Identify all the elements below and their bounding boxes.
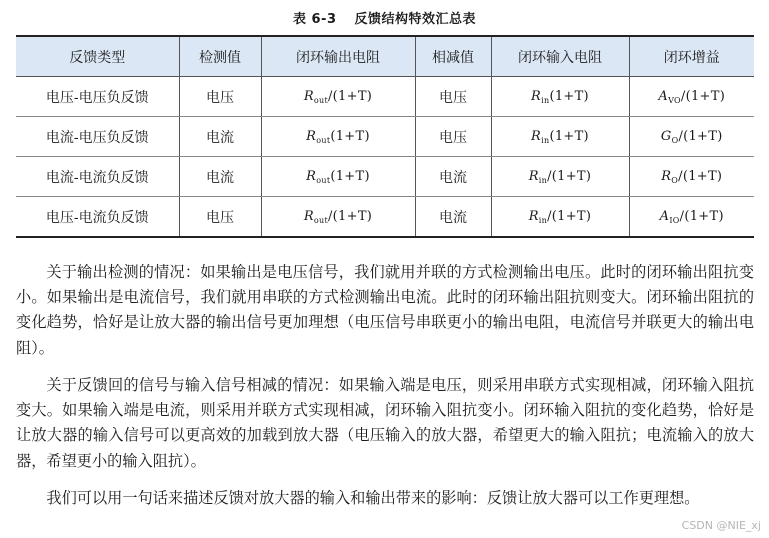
table-row [16, 157, 754, 197]
table-header-row [16, 36, 754, 77]
formula-expression: /(1+T) [547, 208, 592, 224]
paragraph-output-detection: 关于输出检测的情况：如果输出是电压信号，我们就用并联的方式检测输出电压。此时的闭环输出阻抗变小。如果输出是电流信号，我们就用串联的方式检测输出电流。此时的闭环输出阻抗则变大。闭环输出阻抗的变化趋势，恰好是让放大器的输出信号更加理想（电压信号串联更小的输出电阻，电流信号并联更大的输出电阻）。 [16, 263, 754, 357]
header-detect-value: 检测值 [179, 36, 261, 77]
cell-detect-value: 电压 [179, 77, 261, 117]
formula-symbol: A [658, 88, 669, 104]
cell-feedback-type: 电压-电流负反馈 [16, 197, 179, 238]
formula-expression: /(1+T) [678, 168, 723, 184]
table-row [16, 117, 754, 157]
header-feedback-type: 反馈类型 [16, 36, 179, 77]
formula-subscript: O [671, 175, 679, 185]
cell-feedback-type: 电流-电流负反馈 [16, 157, 179, 197]
formula-expression: (1+T) [330, 168, 370, 184]
cell-detect-value: 电流 [179, 117, 261, 157]
formula-expression: /(1+T) [678, 128, 723, 144]
cell-subtract-value: 电流 [415, 197, 491, 238]
cell-detect-value: 电压 [179, 197, 261, 238]
header-subtract-value: 相减值 [415, 36, 491, 77]
table-row [16, 197, 754, 238]
cell-output-resistance [261, 77, 415, 117]
cell-input-resistance [491, 117, 629, 157]
formula-expression: (1+T) [330, 128, 370, 144]
cell-subtract-value: 电流 [415, 157, 491, 197]
formula-subscript: out [313, 215, 328, 225]
cell-closed-loop-gain [629, 197, 754, 238]
formula-subscript: out [313, 95, 328, 105]
cell-closed-loop-gain [629, 157, 754, 197]
cell-closed-loop-gain [629, 77, 754, 117]
formula-symbol: R [531, 128, 542, 144]
cell-output-resistance [261, 157, 415, 197]
formula-expression: /(1+T) [547, 168, 592, 184]
paragraph-input-subtraction: 关于反馈回的信号与输入信号相减的情况：如果输入端是电压，则采用串联方式实现相减，闭环输入阻抗变大。如果输入端是电流，则采用并联方式实现相减，闭环输入阻抗变小。闭环输入阻抗的变化趋势，恰好是让放大器的输入信号可以更高效的加载到放大器（电压输入的放大器，希望更大的输入阻抗；电流输入的放大器，希望更小的输入阻抗）。 [16, 376, 754, 470]
formula-symbol: G [660, 128, 672, 144]
formula-expression: /(1+T) [679, 208, 724, 224]
cell-detect-value: 电流 [179, 157, 261, 197]
header-closed-loop-output-resistance: 闭环输出电阻 [261, 36, 415, 77]
header-closed-loop-gain: 闭环增益 [629, 36, 754, 77]
formula-expression: /(1+T) [680, 88, 726, 104]
cell-input-resistance [491, 77, 629, 117]
cell-output-resistance [261, 197, 415, 238]
formula-subscript: in [538, 175, 548, 185]
formula-subscript: in [541, 95, 550, 105]
formula-expression: (1+T) [549, 128, 589, 144]
cell-input-resistance [491, 197, 629, 238]
formula-symbol: R [531, 88, 542, 104]
table-caption [0, 8, 769, 27]
cell-subtract-value: 电压 [415, 117, 491, 157]
feedback-summary-table [16, 35, 754, 238]
formula-symbol: R [306, 168, 317, 184]
formula-expression: (1+T) [549, 88, 589, 104]
formula-subscript: out [316, 135, 331, 145]
table-row [16, 77, 754, 117]
formula-symbol: R [303, 88, 314, 104]
formula-expression: /(1+T) [328, 208, 373, 224]
cell-feedback-type: 电流-电压负反馈 [16, 117, 179, 157]
cell-input-resistance [491, 157, 629, 197]
formula-symbol: R [528, 168, 539, 184]
formula-subscript: out [316, 175, 331, 185]
formula-subscript: in [538, 215, 548, 225]
formula-symbol: R [303, 208, 314, 224]
formula-subscript: O [671, 135, 679, 145]
formula-expression: /(1+T) [328, 88, 373, 104]
table-title: 反馈结构特效汇总表 [354, 12, 477, 27]
cell-output-resistance [261, 117, 415, 157]
formula-symbol: R [306, 128, 317, 144]
header-closed-loop-input-resistance: 闭环输入电阻 [491, 36, 629, 77]
csdn-watermark: CSDN @NIE_xj [681, 519, 761, 532]
formula-symbol: A [659, 208, 670, 224]
cell-closed-loop-gain [629, 117, 754, 157]
formula-subscript: VO [668, 95, 681, 105]
formula-symbol: R [528, 208, 539, 224]
formula-symbol: R [661, 168, 672, 184]
paragraph-summary: 我们可以用一句话来描述反馈对放大器的输入和输出带来的影响：反馈让放大器可以工作更理想。 [46, 489, 700, 507]
formula-subscript: IO [669, 215, 680, 225]
table-number: 表 6-3 [292, 12, 337, 27]
cell-subtract-value: 电压 [415, 77, 491, 117]
formula-subscript: in [541, 135, 550, 145]
cell-feedback-type: 电压-电压负反馈 [16, 77, 179, 117]
